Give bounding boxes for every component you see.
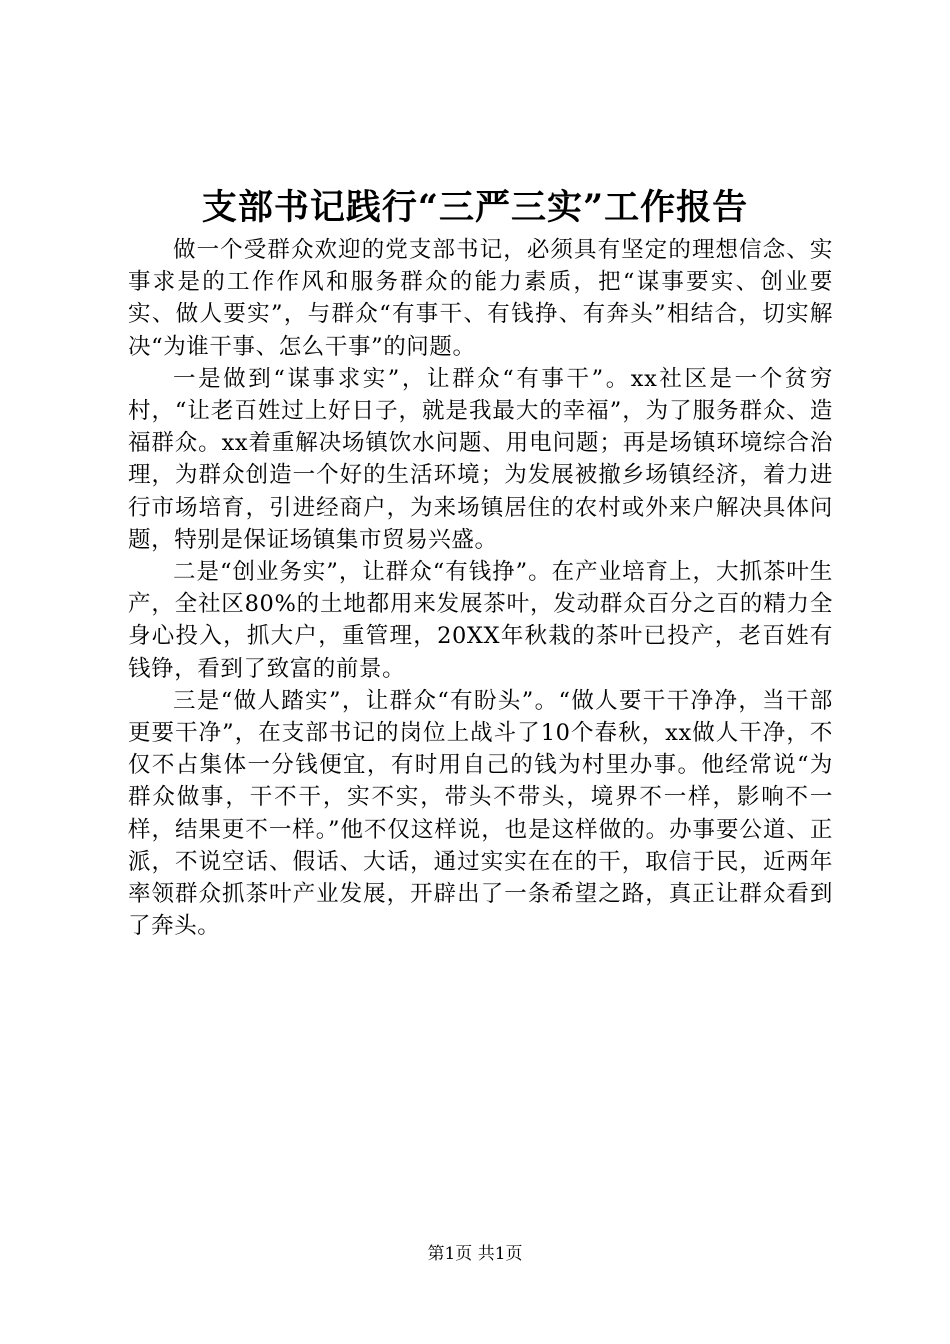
paragraph-point-three: 三是“做人踏实”，让群众“有盼头”。“做人要干干净净，当干部更要干净”，在支部书记的岗位上战斗了10个春秋，xx做人干净，不仅不占集体一分钱便宜，有时用自己的钱为村里办事。他经常说“为群众做事，干不干，实不实，带头不带头，境界不一样，影响不一样，结果更不一样。”他不仅这样说，也是这样做的。办事要公道、正派，不说空话、假话、大话，通过实实在在的干，取信于民，近两年率领群众抓茶叶产业发展，开辟出了一条希望之路，真正让群众看到了奔头。 — [128, 687, 833, 940]
paragraph-intro: 做一个受群众欢迎的党支部书记，必须具有坚定的理想信念、实事求是的工作作风和服务群众的能力素质，把“谋事要实、创业要实、做人要实”，与群众“有事干、有钱挣、有奔头”相结合，切实解决“为谁干事、怎么干事”的问题。 — [128, 237, 833, 360]
page-footer: 第1页 共1页 — [427, 1244, 523, 1264]
document-body — [128, 234, 833, 942]
paragraph-point-two: 二是“创业务实”，让群众“有钱挣”。在产业培育上，大抓茶叶生产，全社区80%的土地都用来发展茶叶，发动群众百分之百的精力全身心投入，抓大户，重管理，20XX年秋栽的茶叶已投产，老百姓有钱铮，看到了致富的前景。 — [128, 559, 833, 682]
paragraph-point-one: 一是做到“谋事求实”，让群众“有事干”。xx社区是一个贫穷村，“让老百姓过上好日子，就是我最大的幸福”，为了服务群众、造福群众。xx着重解决场镇饮水问题、用电问题；再是场镇环境综合治理，为群众创造一个好的生活环境；为发展被撤乡场镇经济，着力进行市场培育，引进经商户，为来场镇居住的农村或外来户解决具体问题，特别是保证场镇集市贸易兴盛。 — [128, 365, 833, 553]
page-title: 支部书记践行“三严三实”工作报告 — [201, 187, 749, 228]
